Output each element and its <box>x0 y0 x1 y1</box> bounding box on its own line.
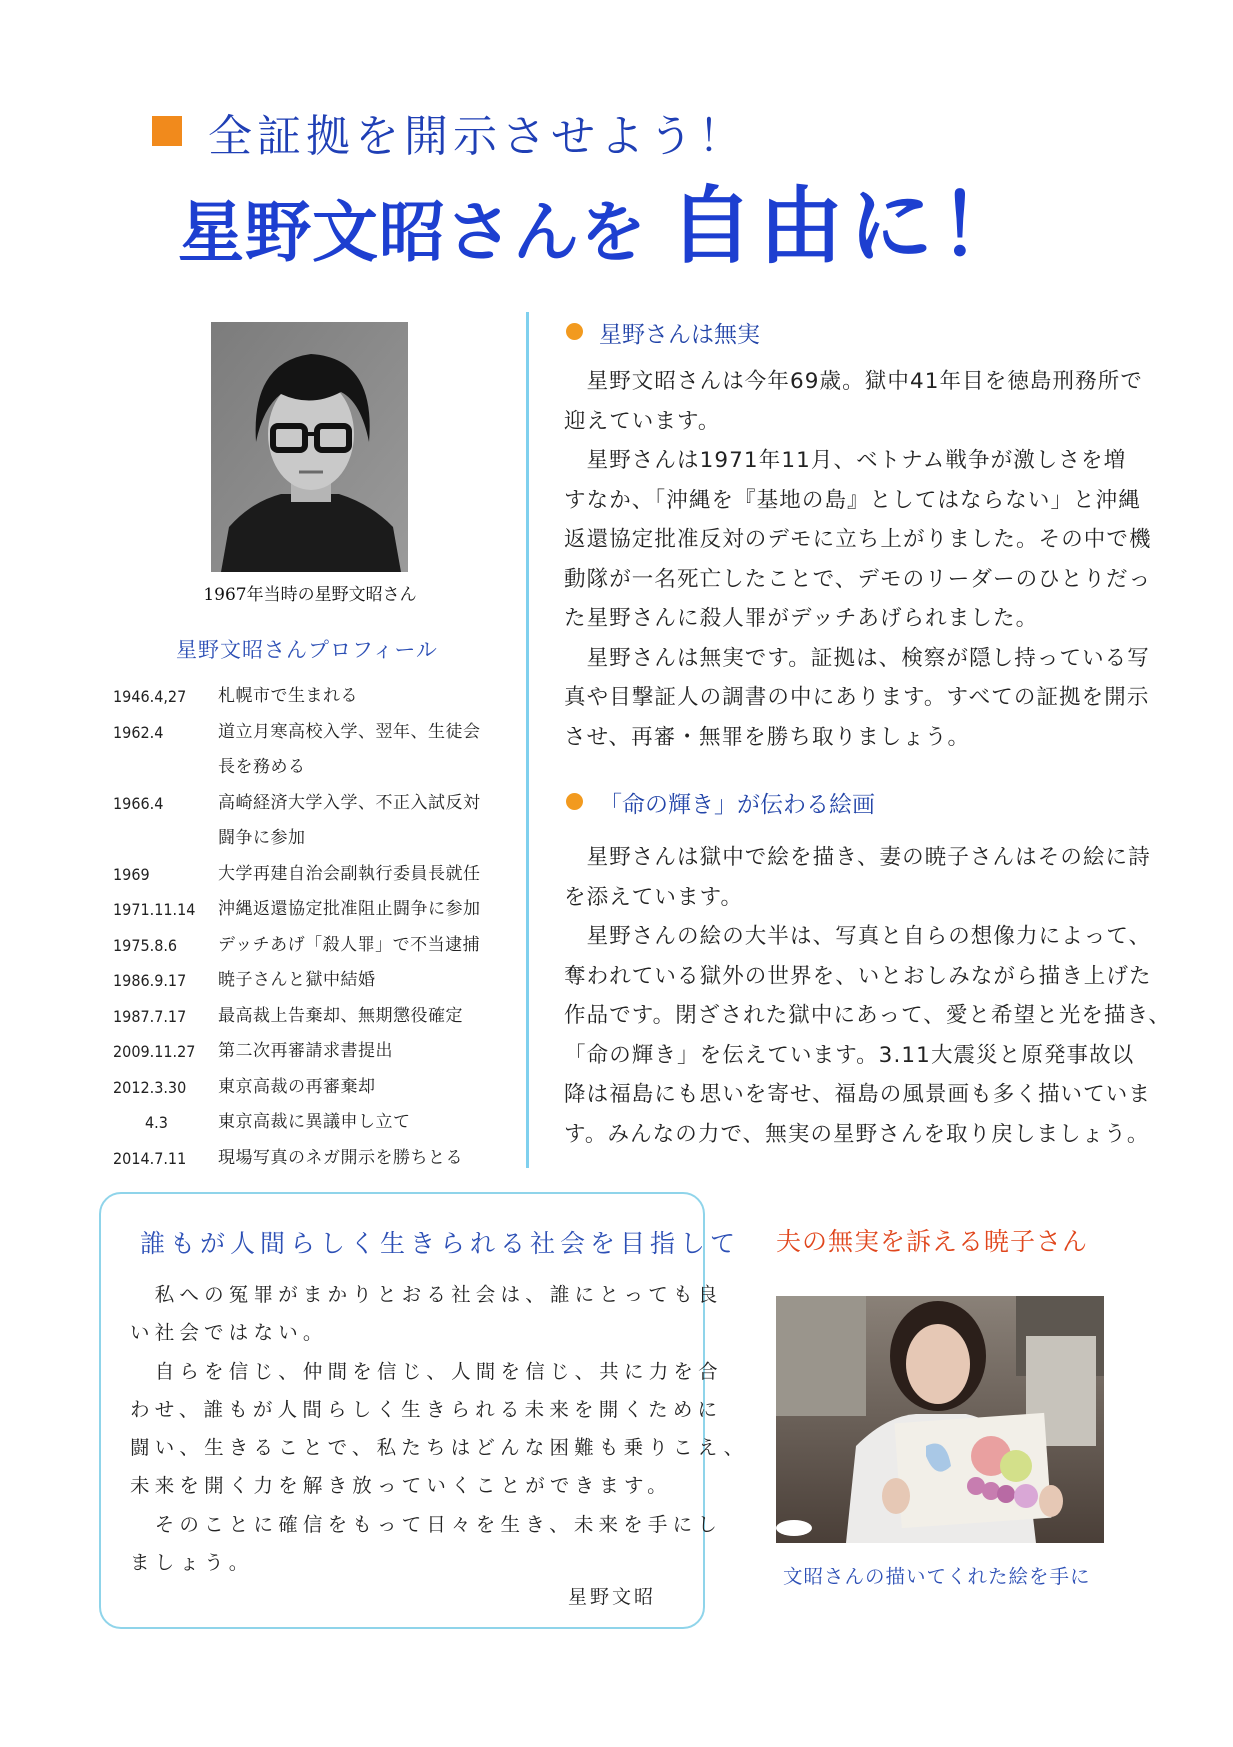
main-title-part1: 星野文昭さんを <box>178 194 647 271</box>
profile-list <box>113 679 513 1176</box>
profile-heading: 星野文昭さんプロフィール <box>176 638 438 662</box>
portrait-photo-caption: 1967年当時の星野文昭さん <box>203 585 417 605</box>
profile-date: 1986.9.17 <box>113 971 187 990</box>
message-body <box>130 1276 749 1582</box>
body-line: 星野さんの絵の大半は、写真と自らの想像力によって、 <box>564 924 1152 949</box>
profile-date: 4.3 <box>113 1113 168 1132</box>
body-line: を添えています。 <box>564 884 744 910</box>
body-line: 動隊が一名死亡したことで、デモのリーダーのひとりだっ <box>564 566 1152 592</box>
subtitle: 全証拠を開示させよう！ <box>208 111 747 162</box>
message-heading: 誰もが人間らしく生きられる社会を目指して <box>140 1229 741 1258</box>
profile-text: 大学再建自治会副執行委員長就任 <box>218 863 481 884</box>
profile-entry <box>113 963 513 999</box>
message-line: 自らを信じ、仲間を信じ、人間を信じ、共に力を合 <box>130 1359 723 1383</box>
section-heading-text: 「命の輝き」が伝わる絵画 <box>599 792 875 818</box>
profile-text: 沖縄返還協定批准阻止闘争に参加 <box>218 899 481 919</box>
profile-date: 1975.8.6 <box>113 935 178 955</box>
body-line: 奪われている獄外の世界を、いとおしみながら描き上げた <box>564 963 1152 989</box>
portrait-photo-1967 <box>211 322 408 572</box>
message-line: ましょう。 <box>130 1551 254 1575</box>
orange-dot-bullet <box>566 793 583 810</box>
body-line: す。みんなの力で、無実の星野さんを取り戻しましょう。 <box>564 1121 1150 1147</box>
profile-text: 第二次再審請求書提出 <box>218 1041 393 1061</box>
body-line: させ、再審・無罪を勝ち取りましょう。 <box>564 724 971 750</box>
profile-entry <box>113 857 513 893</box>
profile-entry <box>113 786 513 822</box>
body-line: 作品です。閉ざされた獄中にあって、愛と希望と光を描き、 <box>564 1003 1171 1028</box>
body-line: た星野さんに殺人罪がデッチあげられました。 <box>564 606 1039 631</box>
profile-text: 東京高裁に異議申し立て <box>218 1112 411 1132</box>
profile-entry <box>113 1105 513 1141</box>
profile-entry <box>113 679 513 715</box>
profile-entry <box>113 928 513 964</box>
akiko-heading: 夫の無実を訴える暁子さん <box>776 1227 1089 1256</box>
profile-text: 高崎経済大学入学、不正入試反対 <box>218 792 481 813</box>
profile-text: 最高裁上告棄却、無期懲役確定 <box>218 1005 463 1026</box>
profile-date: 2014.7.11 <box>113 1148 187 1168</box>
profile-date: 1946.4,27 <box>113 687 187 706</box>
profile-date: 1969 <box>113 864 150 884</box>
section-heading-paintings <box>566 786 875 819</box>
profile-date <box>113 750 218 786</box>
body-line: 「命の輝き」を伝えています。3.11大震災と原発事故以 <box>564 1042 1135 1068</box>
profile-text: 暁子さんと獄中結婚 <box>218 970 376 990</box>
message-line: い社会ではない。 <box>130 1321 328 1345</box>
message-line: わせ、誰もが人間らしく生きられる未来を開くために <box>130 1397 723 1421</box>
profile-date: 2009.11.27 <box>113 1042 196 1061</box>
profile-entry <box>113 999 513 1035</box>
akiko-photo <box>776 1296 1104 1543</box>
message-line: 闘い、生きることで、私たちはどんな困難も乗りこえ、 <box>130 1436 749 1460</box>
profile-date <box>113 821 218 857</box>
profile-entry <box>113 1034 513 1070</box>
section-body-paintings <box>564 838 1171 1154</box>
body-line: 降は福島にも思いを寄せ、福島の風景画も多く描いていま <box>564 1082 1151 1107</box>
profile-text: 札幌市で生まれる <box>218 686 358 706</box>
akiko-photo-caption: 文昭さんの描いてくれた絵を手に <box>783 1565 1091 1588</box>
body-line: 星野さんは1971年11月、ベトナム戦争が激しさを増 <box>564 448 1127 473</box>
title-square-bullet <box>152 116 182 146</box>
profile-text: デッチあげ「殺人罪」で不当逮捕 <box>218 934 481 955</box>
column-divider <box>526 312 529 1168</box>
profile-entry <box>113 1141 513 1177</box>
orange-dot-bullet <box>566 323 583 340</box>
profile-text: 東京高裁の再審棄却 <box>218 1076 376 1097</box>
body-line: 返還協定批准反対のデモに立ち上がりました。その中で機 <box>564 527 1152 552</box>
profile-text: 道立月寒高校入学、翌年、生徒会 <box>218 721 481 742</box>
profile-date: 1962.4 <box>113 722 164 742</box>
main-title <box>178 177 1030 275</box>
profile-entry <box>113 715 513 751</box>
message-line: 私への冤罪がまかりとおる社会は、誰にとっても良 <box>130 1283 723 1306</box>
profile-date: 2012.3.30 <box>113 1077 187 1097</box>
profile-entry <box>113 892 513 928</box>
profile-entry <box>113 750 513 786</box>
profile-date: 1987.7.17 <box>113 1006 187 1026</box>
body-line: 星野さんは獄中で絵を描き、妻の暁子さんはその絵に詩 <box>564 845 1151 870</box>
body-line: 星野さんは無実です。証拠は、検察が隠し持っている写 <box>564 645 1150 671</box>
profile-entry <box>113 821 513 857</box>
message-line: 未来を開く力を解き放っていくことができます。 <box>130 1474 672 1498</box>
message-line: そのことに確信をもって日々を生き、未来を手にし <box>130 1512 723 1536</box>
profile-date: 1971.11.14 <box>113 900 196 919</box>
section-heading-innocent <box>566 316 760 349</box>
main-title-part2: 自由に！ <box>669 177 1030 275</box>
profile-text: 長を務める <box>218 757 306 777</box>
body-line: 迎えています。 <box>564 408 721 434</box>
section-body-innocent <box>564 362 1154 757</box>
profile-date: 1966.4 <box>113 793 164 813</box>
body-line: 星野文昭さんは今年69歳。獄中41年目を徳島刑務所で <box>564 369 1143 394</box>
profile-text: 闘争に参加 <box>218 828 306 848</box>
profile-entry <box>113 1070 513 1106</box>
body-line: 真や目撃証人の調書の中にあります。すべての証拠を開示 <box>564 685 1150 710</box>
body-line: すなか、「沖縄を『基地の島』としてはならない」と沖縄 <box>564 487 1141 513</box>
profile-text: 現場写真のネガ開示を勝ちとる <box>218 1147 463 1168</box>
section-heading-text: 星野さんは無実 <box>599 322 760 348</box>
message-signature: 星野文昭 <box>568 1586 657 1608</box>
